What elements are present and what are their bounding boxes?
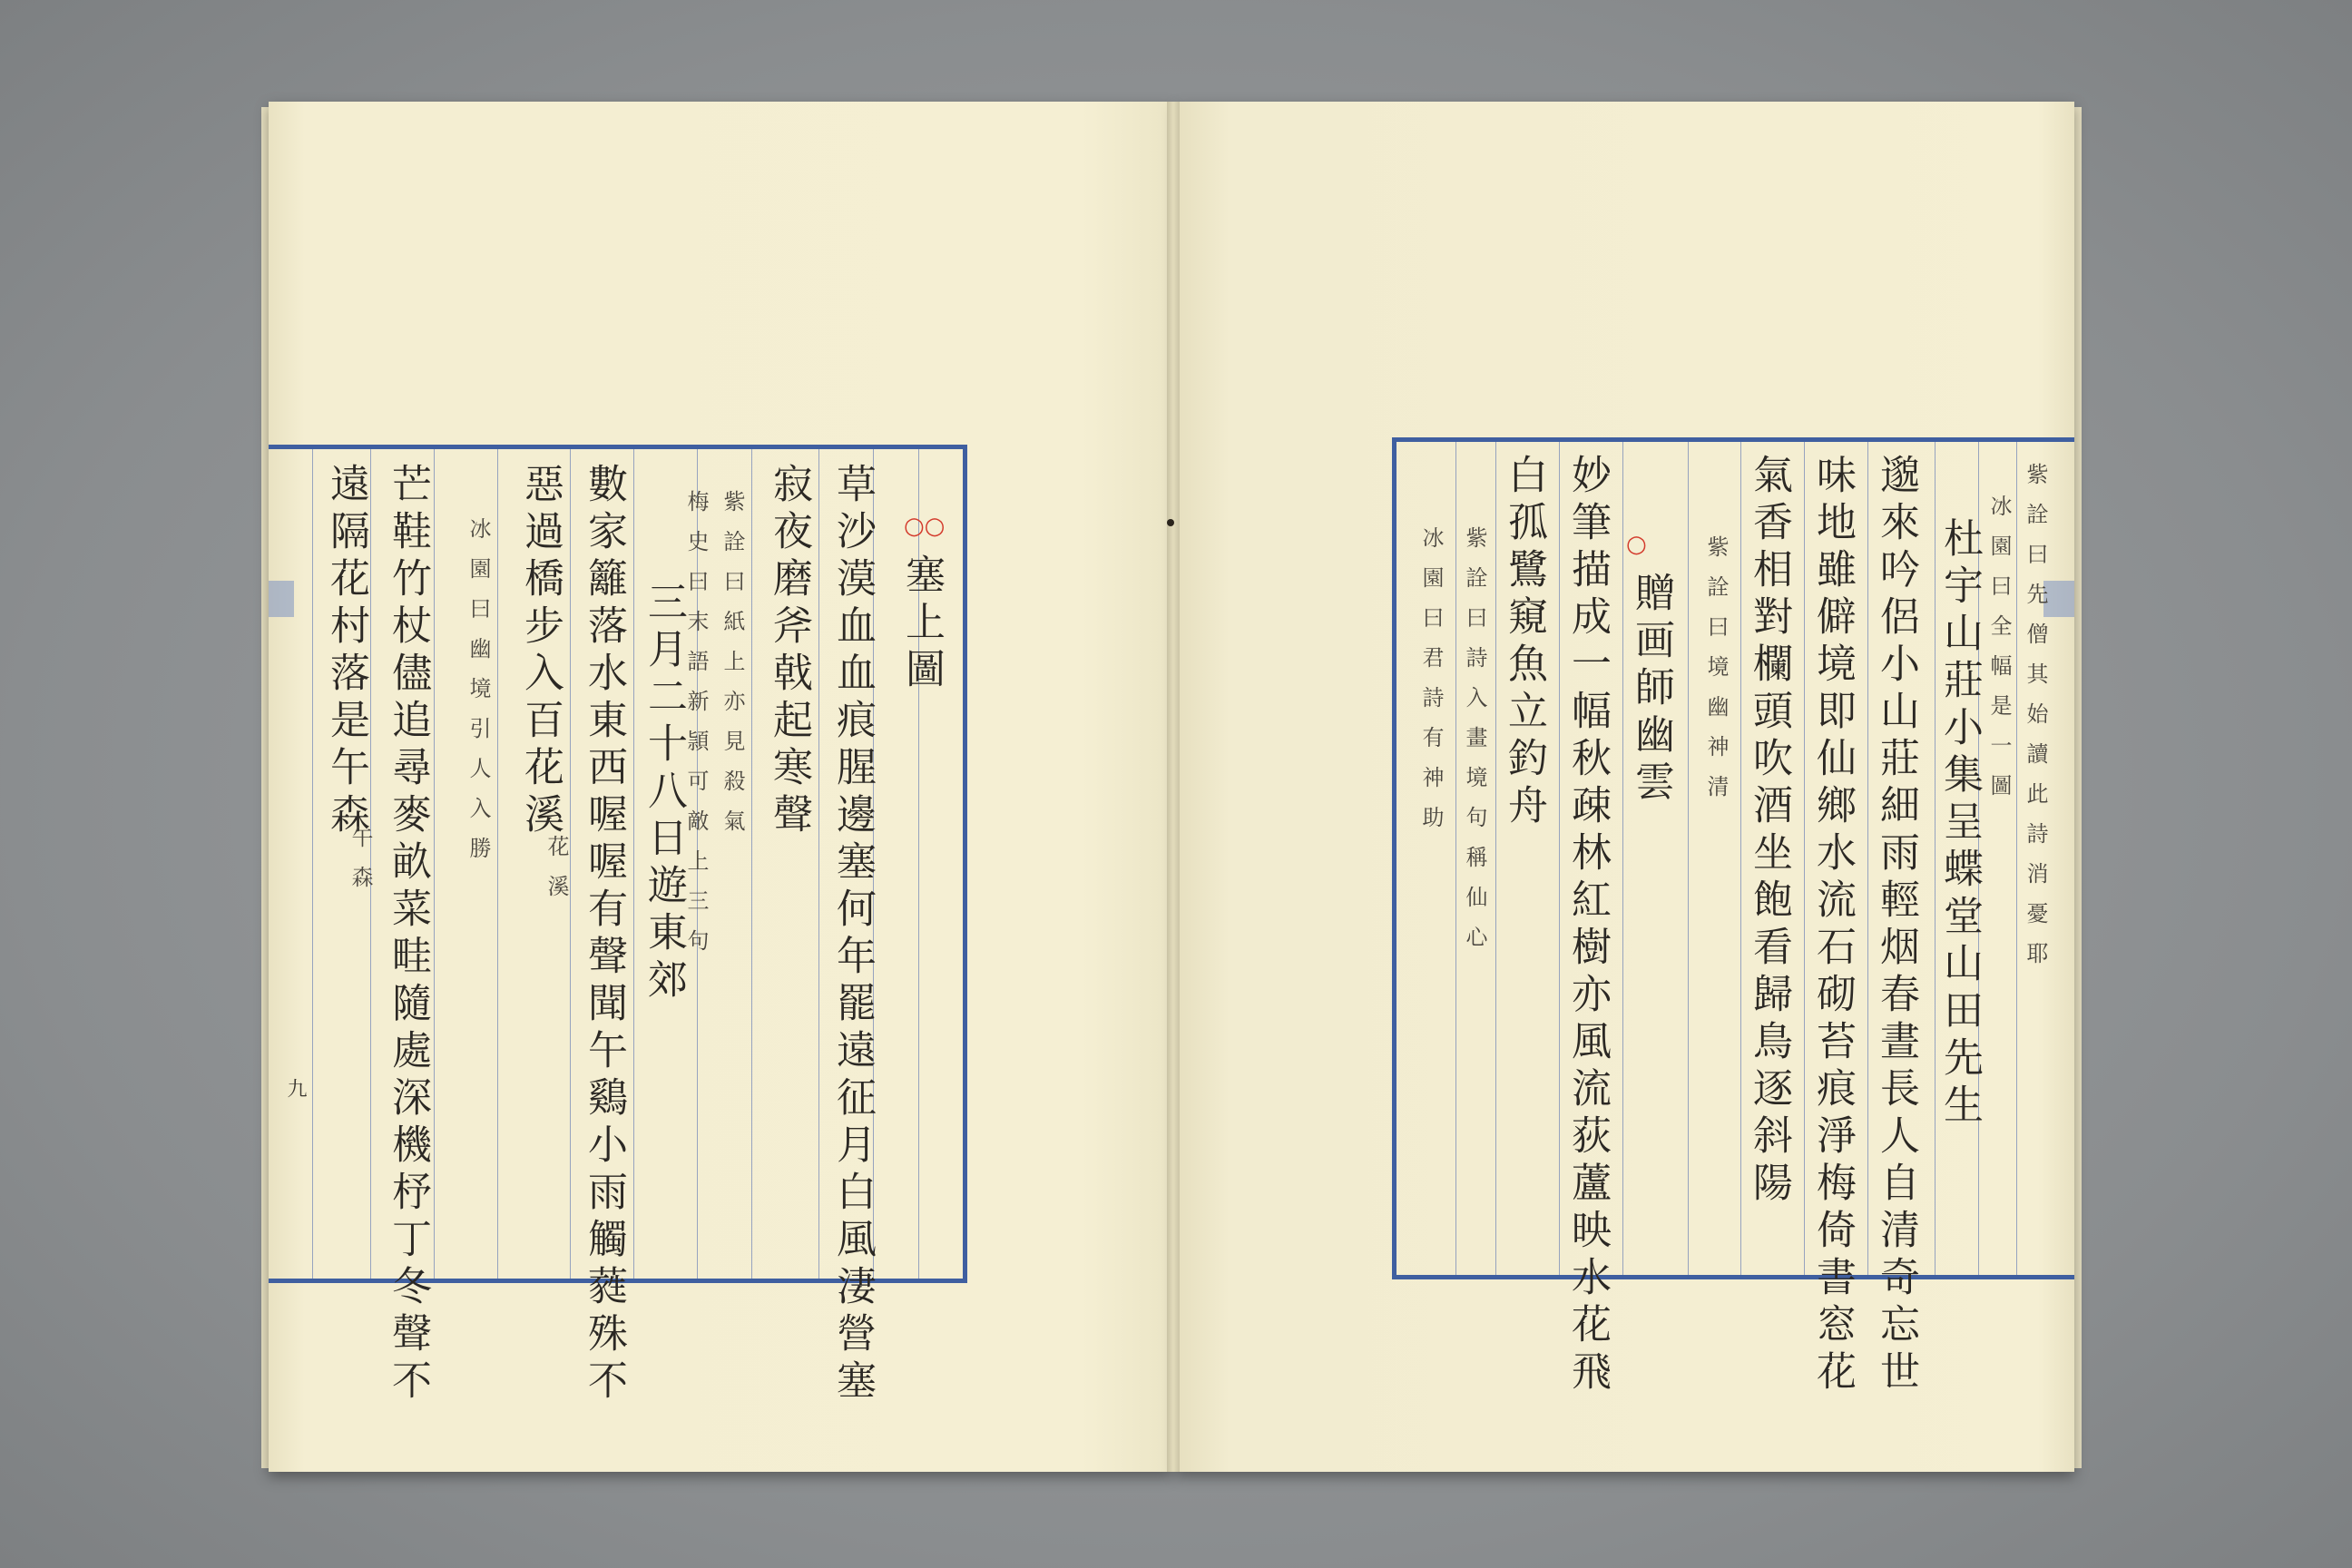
poem-title-toyu: 杜宇山莊小集呈蝶堂山田先生 — [1936, 517, 1983, 1131]
commentary-line: 冰園曰幽境引人入勝 — [466, 517, 491, 877]
commentary-line: 梅史曰末語新頴可敵上三句 — [683, 490, 709, 969]
commentary-line: 冰園曰全幅是一圖 — [1986, 495, 2012, 814]
inline-note: 午森 — [348, 826, 373, 906]
poem-line: 味地雖僻境即仙鄉水流石砌苔痕淨梅倚書窓花 — [1809, 454, 1856, 1397]
red-circle-mark: ○ — [1626, 531, 1647, 558]
commentary-line: 冰園曰君詩有神助 — [1418, 526, 1444, 846]
poem-line: 數家籬落水東西喔喔有聲聞午鷄小雨觸蕤殊不 — [581, 463, 627, 1406]
poem-line: 遠隔花村落是午森 — [323, 463, 369, 840]
book-gutter — [1167, 102, 1180, 1472]
poem-title-tokyo: 三月二十八日遊東郊 — [641, 581, 687, 1005]
page-number: 九 — [284, 1078, 307, 1098]
commentary-line: 紫詮曰境幽神清 — [1703, 535, 1729, 815]
poem-line: 寂夜磨斧戟起寒聲 — [766, 463, 812, 840]
commentary-line: 紫詮曰詩入畫境句稱仙心 — [1462, 526, 1487, 965]
poem-title-saijo: 塞上圖 — [898, 554, 945, 695]
stitch-hole — [1167, 519, 1174, 526]
poem-line: 草沙漠血血痕腥邊塞何年罷遠征月白風淒營塞 — [829, 463, 876, 1406]
commentary-line: 紫詮曰先僧其始讀此詩消憂耶 — [2023, 463, 2048, 982]
commentary-line: 紫詮曰紙上亦見殺氣 — [720, 490, 745, 849]
poem-line: 白孤鷺窺魚立釣舟 — [1501, 454, 1547, 831]
poem-line: 芒鞋竹杖儘追尋麥畝菜畦隨處深機杼丁冬聲不 — [385, 463, 431, 1406]
poem-line: 氣香相對欄頭吹酒坐飽看歸鳥逐斜陽 — [1746, 454, 1792, 1209]
poem-line: 惡過橋步入百花溪 — [517, 463, 564, 840]
poem-line: 邈來吟侶小山莊細雨輕烟春晝長人自清奇忘世 — [1873, 454, 1919, 1397]
left-fold-tab — [269, 581, 294, 617]
inline-note: 花溪 — [544, 835, 569, 915]
poem-line: 妙筆描成一幅秋疎林紅樹亦風流荻蘆映水花飛 — [1564, 454, 1611, 1397]
poem-title-gashi: 贈画師幽雲 — [1628, 572, 1674, 808]
red-circle-marks: ○○ — [904, 513, 946, 540]
